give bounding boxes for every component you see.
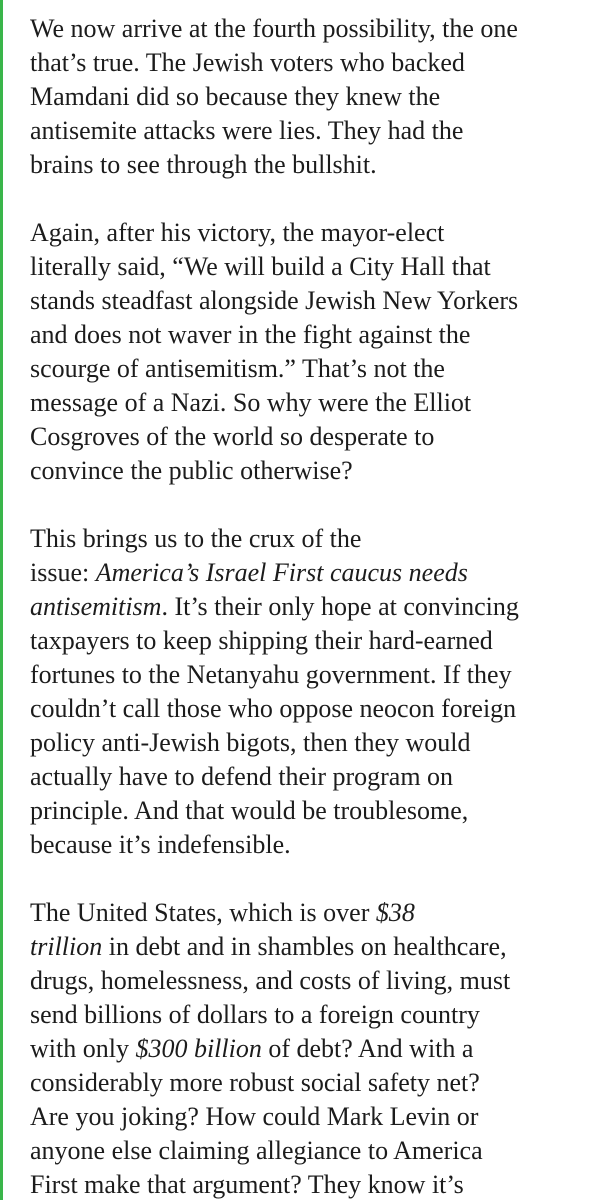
text-line: that’s true. The Jewish voters who backed (30, 48, 465, 77)
text-line: stands steadfast alongside Jewish New Yorkers (30, 286, 519, 315)
paragraph-spacer (30, 182, 610, 216)
paragraph-fourth-possibility (30, 0, 610, 182)
text-line: Are you joking? How could Mark Levin or (30, 1102, 479, 1131)
text-line: literally said, “We will build a City Hall that (30, 252, 491, 281)
text-line: actually have to defend their program on (30, 762, 454, 791)
text-line: anyone else claiming allegiance to America (30, 1136, 483, 1165)
text-line: send billions of dollars to a foreign country (30, 1000, 480, 1029)
left-accent-bar (0, 0, 3, 1200)
text-line: with only $300 billion of debt? And with a (30, 1034, 474, 1063)
paragraph-spacer (30, 488, 610, 522)
text-line: The United States, which is over $38 (30, 898, 415, 927)
emphasis-text: $300 billion (135, 1034, 262, 1063)
text-line: policy anti-Jewish bigots, then they would (30, 728, 471, 757)
text-line: Cosgroves of the world so desperate to (30, 422, 435, 451)
paragraph-spacer (30, 862, 610, 896)
text-line: We now arrive at the fourth possibility, the one (30, 14, 518, 43)
text-line: couldn’t call those who oppose neocon foreign (30, 694, 517, 723)
text-line: drugs, homelessness, and costs of living, must (30, 966, 511, 995)
text-line: This brings us to the crux of the (30, 524, 362, 553)
paragraph-mayor-quote (30, 216, 610, 488)
text-line: and does not waver in the fight against the (30, 320, 471, 349)
emphasis-text: antisemitism (30, 592, 162, 621)
text-line: Mamdani did so because they knew the (30, 82, 441, 111)
text-line: trillion in debt and in shambles on healthcare, (30, 932, 507, 961)
text-line: taxpayers to keep shipping their hard-earned (30, 626, 493, 655)
text-line: First make that argument? They know it’s (30, 1170, 464, 1199)
emphasis-text: America’s Israel First caucus needs (95, 558, 468, 587)
text-line: antisemitism. It’s their only hope at convincing (30, 592, 519, 621)
text-line: Again, after his victory, the mayor-elect (30, 218, 445, 247)
emphasis-text: trillion (30, 932, 103, 961)
text-line: antisemite attacks were lies. They had the (30, 116, 464, 145)
paragraph-debt (30, 896, 610, 1200)
text-line: principle. And that would be troublesome, (30, 796, 469, 825)
text-line: considerably more robust social safety net? (30, 1068, 480, 1097)
text-line: message of a Nazi. So why were the Elliot (30, 388, 472, 417)
text-line: issue: America’s Israel First caucus needs (30, 558, 468, 587)
text-line: convince the public otherwise? (30, 456, 353, 485)
text-line: brains to see through the bullshit. (30, 150, 377, 179)
text-line: fortunes to the Netanyahu government. If they (30, 660, 512, 689)
emphasis-text: $38 (375, 898, 415, 927)
text-line: scourge of antisemitism.” That’s not the (30, 354, 445, 383)
text-line: because it’s indefensible. (30, 830, 291, 859)
paragraph-crux (30, 522, 610, 862)
article-body (30, 0, 610, 1200)
